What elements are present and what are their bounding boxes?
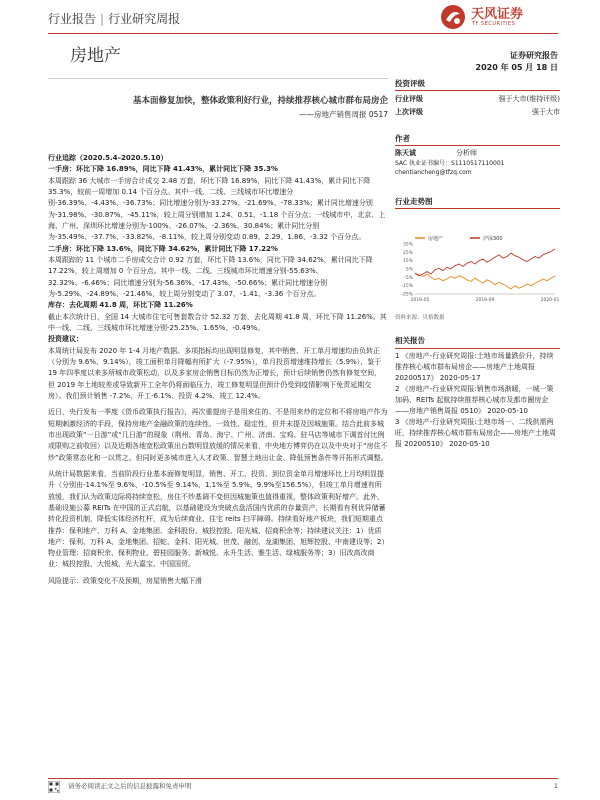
header-separator: |: [100, 12, 105, 26]
trend-chart: [395, 234, 560, 308]
related-reports: [395, 335, 560, 450]
related-item[interactable]: 3 《房地产-行业研究周报:土地市场一、二线供需两旺，持续推荐核心城市群布局房企——房地产土地周报 20200510》 2020-05-10: [395, 418, 556, 449]
series-line-csi300: [415, 249, 555, 276]
header-subcategory: 行业研究周报: [108, 12, 181, 26]
y-tick-label: -25%: [401, 292, 413, 298]
sector-divider: [48, 78, 388, 79]
x-tick-label: 2020-01: [540, 298, 560, 303]
legend-label: 沪深300: [483, 236, 503, 242]
y-tick-label: 35%: [402, 242, 413, 248]
report-date: 2020 年 05 月 18 日: [475, 63, 558, 72]
author-role: 分析师: [456, 149, 477, 158]
chart-source: 资料来源：贝格数据: [395, 315, 445, 321]
x-tick-label: 2019-05: [410, 298, 430, 303]
related-item[interactable]: 1 《房地产-行业研究周报:土地市场量跌价升，持续推荐核心城市群布局房企——房地产土地周报 20200517》 2020-05-17: [395, 351, 554, 382]
tf-logo-icon: [440, 4, 466, 30]
rating-value: 强于大市: [532, 107, 560, 116]
section-heading: 行业追踪（2020.5.4–2020.5.10）: [48, 154, 168, 162]
sector-title: 房地产: [70, 46, 121, 66]
author-license: SAC 执业证书编号：S1110517110001: [395, 159, 505, 167]
rating-row: [395, 93, 560, 106]
report-body: [48, 148, 388, 587]
rating-key: 行业评级: [395, 95, 423, 104]
body-paragraph: 本周跟踪 36 大城市一手房合计成交 2.48 万套，环比下降 16.89%，同比下降 41.43%，累计同比下降 35.3%，较前一周增加 0.14 个百分点。其中一线、二线、三线城市环比增速分别-36.39%、-4.43%、-36.73%；同比增速分别为-33.27%、-21.69%、-78.33%；累计同比增速分别为-31.98%、-30.87%、-45.11%，较上周分别增加 1.24、0.51、-1.18 个百分点；一线城市中，北京、上海、广州、深圳环比增速分别为-100%、-26.07%、-2.36%、30.84%；累计同比分别为-35.49%、-37.7%、-33.82%、-8.11%，较上周分别变动 0.89、2.29、1.86、-3.32 个百分点。: [48, 176, 386, 242]
company-logo: [440, 2, 560, 32]
footer-divider: [48, 778, 558, 779]
header-category: 行业报告: [48, 12, 97, 26]
rating-row: [395, 106, 560, 119]
disclaimer-text: 请务必阅读正文之后的信息披露和免责申明: [68, 782, 192, 790]
y-tick-label: 15%: [402, 259, 413, 265]
rating-block: [395, 78, 560, 118]
trend-block: [395, 196, 560, 211]
x-tick-label: 2019-09: [475, 298, 495, 303]
report-subline: ——房地产销售周报 0517: [299, 110, 388, 119]
body-paragraph: 近日，央行发布一季度《货币政策执行报告》，再次重提房子是用来住的、不是用来炒的定位和不将房地产作为短期刺激经济的手段，保持房地产金融政策的连续性、一致性、稳定性，但并未提及因城施策。结合此前多城市出现政策“一日游”或“几日游”的现象（荆州、青岛、海宁、广州、济南、宝鸡、驻马店等城市下调首付比例或限购之前收回）以及近期各地宽松政策出台数明显放缓的情况来看，中央地方博弈仍在以及中央对于“房住不炒”政策常态化和一以贯之。但同时更多城市进入人才政策、智慧土地出让金、降低预售条件等开拓形式调整。: [48, 408, 388, 462]
series-line-real-estate: [415, 273, 555, 289]
y-tick-label: -5%: [404, 275, 413, 281]
qr-code-icon: [48, 781, 60, 793]
body-paragraph: 截止本次统计日，全国 14 大城市住宅可售套数合计 52.32 万套，去化周期 41.8 周，环比下降 11.26%。其中一线、二线、三线城市环比增速分别-25.25%、1.65%、-0.49%。: [48, 312, 387, 332]
header-divider: [48, 33, 558, 34]
report-header: [48, 10, 180, 28]
section-heading: 二手房：环比下降 13.6%，同比下降 34.62%，累计同比下降 17.22%: [48, 244, 278, 253]
y-tick-label: 25%: [402, 250, 413, 256]
section-heading: 一手房：环比下降 16.89%，同比下降 41.43%，累计同比下降 35.3%: [48, 165, 278, 174]
legend-label: 房地产: [428, 236, 444, 242]
rating-title: 投资评级: [395, 78, 560, 91]
body-paragraph: 从统计局数据来看，当前阶段行业基本面修复明显，销售、开工、投资、到位资金单月增速环比上月均明显提升（分别由-14.1%至 9.6%、-10.5%至 9.14%、1.1%至 5.9%、9.9%至156.5%），但竣工单月增速有所放缓，我们认为政策边际将持续宽松，房住不炒基调不变但因城施策也值得重视，整体政策利好增产。此外，基础设施公募 REITs 在中国的正式启航，以基础建设为突破点盘活国内优质的存量资产，长期看有利优异储蓄转化投资机制，降低实体经济杠杆，成为后续商业、住宅 reits 扫平障碍。持续看好地产板块，我们短期重点推荐：保利地产、万科 A、金地集团、金科股份、城投控股、阳光城、招商积余等；持续建议关注：1）优质地产：保利、万科 A、金地集团、招蛇、金科、阳光城、世茂、融创、龙湖集团、旭辉控股、中南建设等；2）物业管理：招商积余、保利物业、碧桂园服务、新城悦、永升生活、雅生活、绿城服务等；3）旧改高改商业：城投控股、大悦城、光大嘉宝、中国国贸。: [48, 469, 386, 569]
related-title: 相关报告: [395, 335, 560, 349]
y-tick-label: 5%: [405, 267, 413, 273]
trend-title: 行业走势图: [395, 196, 560, 209]
body-paragraph: 风险提示：政策变化不及预期，房屋销售大幅下滑: [48, 576, 202, 585]
author-email[interactable]: chentiancheng@tfzq.com: [395, 168, 472, 176]
rating-value: 强于大市(维持评级): [498, 95, 560, 104]
y-tick-label: -15%: [401, 284, 413, 290]
body-paragraph: 本周跟踪的 11 个城市二手房成交合计 0.92 万套，环比下降 13.6%，同比下降 34.62%，累计同比下降 17.22%，较上周增加 0 个百分点。其中一线、二线、三线城市环比增速分别-55.63%、32.32%、-6.46%；同比增速分别为-56.36%、-17.43%、-50.66%；累计同比增速分别为-5.29%、-24.89%、-21.46%，较上周分别变动了 3.07、-1.41、-3.36 个百分点。: [48, 255, 373, 298]
related-item[interactable]: 2 《房地产-行业研究周报:销售市场渐暖，一城一策加码、REITs 起航持续推荐核心城市及都市圈房企——房地产销售周报 0510》 2020-05-10: [395, 384, 554, 416]
author-row: [395, 148, 560, 159]
page-number: 1: [553, 782, 558, 790]
rating-key: 上次评级: [395, 107, 423, 116]
report-type: 证券研究报告: [510, 51, 558, 60]
section-heading: 库存：去化周期 41.8 周，环比下降 11.26%: [48, 301, 193, 310]
body-paragraph: 本周统计局发布 2020 年 1-4 月地产数据。多项指标均出现明显修复，其中销售、开工单月增速均由负转正（分别为 9.6%、9.14%），竣工面积单月降幅有所扩大（-7.95%），单月投资增速维持增长（5.9%），鉴于 19 年四季度以来多所城市政策松动，以及多家房企销售目标仍然为正增长，预计后续销售仍然有修复空间，但 2019 年土地较差或导致新开工全年仍将面临压力，竣工修复明显但预计仍受到疫情影响下免责延期交房）。我们预计销售 -7.2%、开工-6.1%、投资 4.2%、竣工 12.4%。: [48, 346, 382, 400]
report-headline: 基本面修复加快，整体政策利好行业，持续推荐核心城市群布局房企: [132, 96, 388, 106]
logo-en-text: TF SECURITIES: [472, 21, 516, 27]
logo-cn-text: 天风证券: [471, 7, 524, 22]
author-name: 陈天诚: [395, 149, 416, 158]
author-title: 作者: [395, 133, 560, 146]
section-heading: 投资建议：: [48, 335, 83, 344]
author-block: [395, 133, 560, 177]
